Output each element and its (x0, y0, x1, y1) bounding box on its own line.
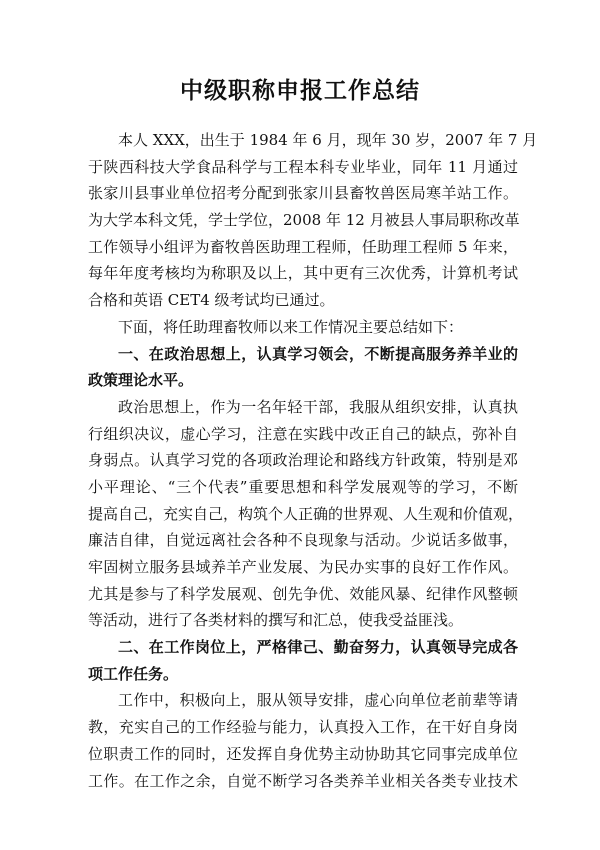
text-line: 提高自己，充实自己，构筑个人正确的世界观、人生观和价值观， (88, 504, 524, 523)
text-line: 小平理论、“三个代表”重要思想和科学发展观等的学习，不断 (88, 477, 518, 496)
paragraph (88, 687, 518, 794)
text-line: 于陕西科技大学食品科学与工程本科专业毕业，同年 11 月通过 (88, 157, 518, 176)
text-line: 本人 XXX，出生于 1984 年 6 月，现年 30 岁，2007 年 7 月 (118, 131, 538, 149)
text-line: 行组织决议，虚心学习，注意在实践中改正自己的缺点，弥补自 (88, 424, 518, 443)
text-line: 工作领导小组评为畜牧兽医助理工程师，任助理工程师 5 年来， (88, 237, 518, 256)
text-line: 尤其是参与了科学发展观、创先争优、效能风暴、纪律作风整顿 (88, 584, 518, 603)
text-line: 工作。在工作之余，自觉不断学习各类养羊业相关各类专业技术 (88, 771, 518, 790)
text-line: 廉洁自律，自觉远离社会各种不良现象与活动。少说话多做事， (88, 531, 518, 550)
text-line: 下面，将任助理畜牧师以来工作情况主要总结如下： (118, 317, 464, 336)
text-line: 张家川县事业单位招考分配到张家川县畜牧兽医局寒羊站工作。 (88, 184, 518, 203)
section-heading (88, 341, 518, 394)
text-line: 工作中，积极向上，服从领导安排，虚心向单位老前辈等请 (118, 691, 518, 710)
section-heading (88, 634, 518, 687)
paragraph (88, 127, 538, 314)
text-line: 等活动，进行了各类材料的撰写和汇总，使我受益匪浅。 (88, 611, 464, 630)
text-line: 位职责工作的同时，还发挥自身优势主动协助其它同事完成单位 (88, 744, 518, 763)
text-line: 政策理论水平。 (88, 371, 194, 390)
text-line: 教，充实自己的工作经验与能力，认真投入工作，在干好自身岗 (88, 718, 518, 737)
text-line: 牢固树立服务县域养羊产业发展、为民办实事的良好工作作风。 (88, 558, 518, 576)
text-line: 政治思想上，作为一名年轻干部，我服从组织安排，认真执 (118, 397, 518, 416)
paragraph (88, 394, 524, 634)
text-line: 为大学本科文凭，学士学位，2008 年 12 月被县人事局职称改革 (88, 211, 520, 230)
text-line: 合格和英语 CET4 级考试均已通过。 (88, 291, 335, 310)
document-title: 中级职称申报工作总结 (180, 78, 420, 104)
text-line: 项工作任务。 (88, 664, 179, 683)
text-line: 二、在工作岗位上，严格律己、勤奋努力，认真领导完成各 (118, 638, 518, 657)
text-line: 身弱点。认真学习党的各项政治理论和路线方针政策，特别是邓 (88, 451, 518, 470)
text-line: 每年年度考核均为称职及以上，其中更有三次优秀，计算机考试 (88, 264, 518, 283)
text-line: 一、在政治思想上，认真学习领会，不断提高服务养羊业的 (118, 344, 518, 363)
document-body (88, 127, 538, 794)
paragraph (88, 314, 518, 341)
